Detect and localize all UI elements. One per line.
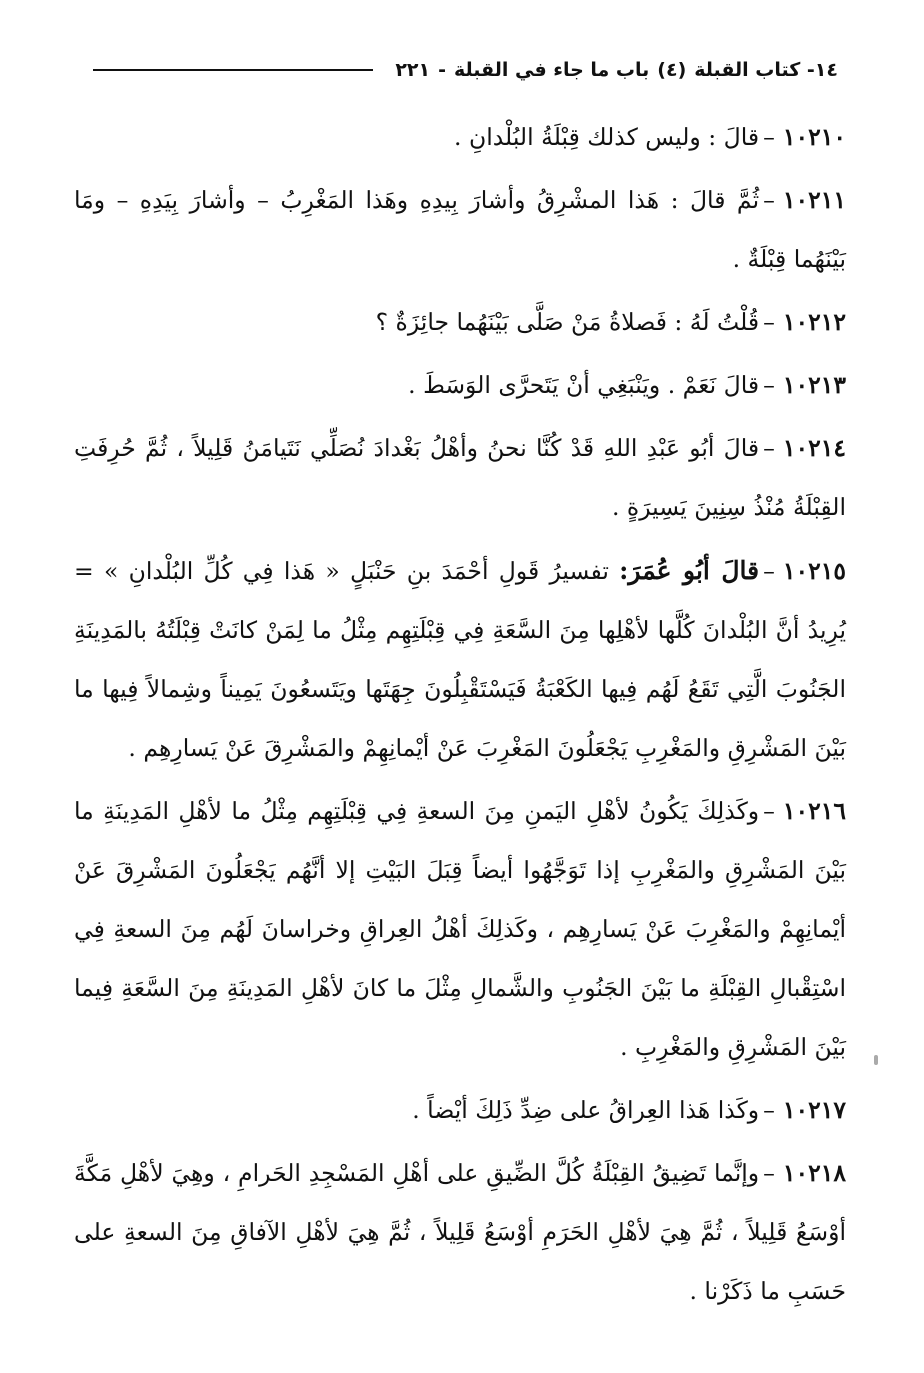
page-number: ٢٢١ (395, 59, 431, 81)
paragraph-number: ١٠٢١٠ (782, 123, 846, 151)
paragraph-10215 (74, 541, 846, 778)
paragraph-number: ١٠٢١٢ (782, 308, 846, 336)
paragraph-dash: – (763, 557, 775, 585)
paragraph-number: ١٠٢١٦ (782, 797, 846, 825)
paragraph-dash: – (763, 1159, 775, 1187)
paragraph-number: ١٠٢١٣ (782, 371, 846, 399)
paragraph-10216 (74, 782, 846, 1077)
paragraph-text: قالَ : وليس كذلك قِبْلَةُ البُلْدانِ . (454, 123, 760, 151)
author-attribution: قالَ أبُو عُمَرَ: (619, 556, 760, 585)
paragraph-dash: – (763, 308, 775, 336)
paragraph-dash: – (763, 1096, 775, 1124)
paragraph-dash: – (763, 797, 775, 825)
paragraph-number: ١٠٢١٥ (782, 557, 846, 585)
header-section: (٤) (657, 59, 687, 81)
paragraph-10214 (74, 419, 846, 537)
paragraph-text: قالَ أبُو عَبْدِ اللهِ قَدْ كُنَّا نحنُ وأهْلُ بَغْدادَ نُصَلِّي نَتَيامَنُ قَلِيلاً ، ثُمَّ حُرِفَتِ القِبْلَةُ مُنْذُ سِنِينَ يَسِيرَةٍ . (74, 434, 846, 521)
paragraph-number: ١٠٢١٤ (782, 434, 846, 462)
paragraph-text: ثُمَّ قالَ : هَذا المشْرِقُ وأشارَ بِيدِهِ وهَذا المَغْرِبُ – وأشارَ بِيَدِهِ – ومَا بَيْنَهُما قِبْلَةٌ . (74, 186, 846, 273)
paragraph-dash: – (763, 186, 775, 214)
paragraph-dash: – (763, 434, 775, 462)
paragraph-number: ١٠٢١٨ (782, 1159, 846, 1187)
paragraph-10213 (74, 356, 846, 415)
scan-speck (874, 1055, 878, 1065)
paragraph-10217 (74, 1081, 846, 1140)
header-title: باب ما جاء في القبلة (454, 59, 650, 81)
paragraph-text: وكَذلِكَ يَكُونُ لأهْلِ اليَمنِ مِنَ السعةِ فِي قِبْلَتِهِم مِثْلُ ما لأهْلِ المَدِينَةِ ما بَيْنَ المَشْرِقِ والمَغْرِبِ إذا تَوَجَّهُوا أيضاً قِبَلَ البَيْتِ إلا أنَّهُم يَجْعَلُونَ المَشْرِقَ عَنْ أيْمانِهِمْ والمَغْرِبَ عَنْ يَسارِهِم ، وكَذلِكَ أهْلُ العِراقِ وخراسانَ لَهُم مِنَ السعةِ فِي اسْتِقْبالِ القِبْلَةِ ما بَيْنَ الجَنُوبِ والشَّمالِ مِثْلَ ما كانَ لأهْلِ المَدِينَةِ مِنَ السَّعَةِ فِيما بَيْنَ المَشْرِقِ والمَغْرِبِ . (74, 797, 846, 1061)
paragraph-number: ١٠٢١١ (782, 186, 846, 214)
running-header (93, 52, 838, 88)
paragraph-10218 (74, 1144, 846, 1321)
paragraph-text: وإنَّما تَضِيقُ القِبْلَةُ كُلَّ الضِّيقِ على أهْلِ المَسْجِدِ الحَرامِ ، وهِيَ لأهْلِ مَكَّةَ أوْسَعُ قَلِيلاً ، ثُمَّ هِيَ لأهْلِ الحَرَمِ أوْسَعُ قَلِيلاً ، ثُمَّ هِيَ لأهْلِ الآفاقِ مِنَ السعةِ على حَسَبِ ما ذَكَرْنا . (74, 1159, 846, 1305)
header-book: ١٤- كتاب القبلة (694, 59, 838, 81)
paragraph-10211 (74, 171, 846, 289)
paragraph-text: وكَذا هَذا العِراقُ على ضِدِّ ذَلِكَ أيْضاً . (412, 1096, 760, 1124)
header-text (395, 59, 838, 81)
paragraph-text: قُلْتُ لَهُ : فَصلاةُ مَنْ صَلَّى بَيْنَهُما جائِزَةٌ ؟ (375, 308, 760, 336)
paragraph-number: ١٠٢١٧ (782, 1096, 846, 1124)
paragraph-dash: – (763, 371, 775, 399)
paragraph-10210 (74, 108, 846, 167)
paragraph-dash: – (763, 123, 775, 151)
header-rule (93, 69, 373, 71)
paragraph-10212 (74, 293, 846, 352)
header-separator: - (438, 59, 447, 81)
main-text (74, 108, 846, 1325)
paragraph-text: قالَ نَعَمْ . ويَنْبَغِي أنْ يَتَحرَّى الوَسَطَ . (408, 371, 760, 399)
paragraph-text: تفسيرُ قَولِ أحْمَدَ بنِ حَنْبَلٍ « هَذا فِي كُلِّ البُلْدانِ » = يُرِيدُ أنَّ البُلْدانَ كُلَّها لأهْلِها مِنَ السَّعَةِ فِي قِبْلَتِهِم مِثْلُ ما لِمَنْ كانَتْ قِبْلَتُهُ بالمَدِينَةِ الجَنُوبَ الَّتِي تَقَعُ لَهُم فِيها الكَعْبَةُ فَيَسْتَقْبِلُونَ جِهَتَها ويَتَسعُونَ يَمِيناً وشِمالاً فِيها ما بَيْنَ المَشْرِقِ والمَغْرِبِ يَجْعَلُونَ المَغْرِبَ عَنْ أيْمانِهِمْ والمَشْرِقَ عَنْ يَسارِهِم . (74, 557, 846, 762)
